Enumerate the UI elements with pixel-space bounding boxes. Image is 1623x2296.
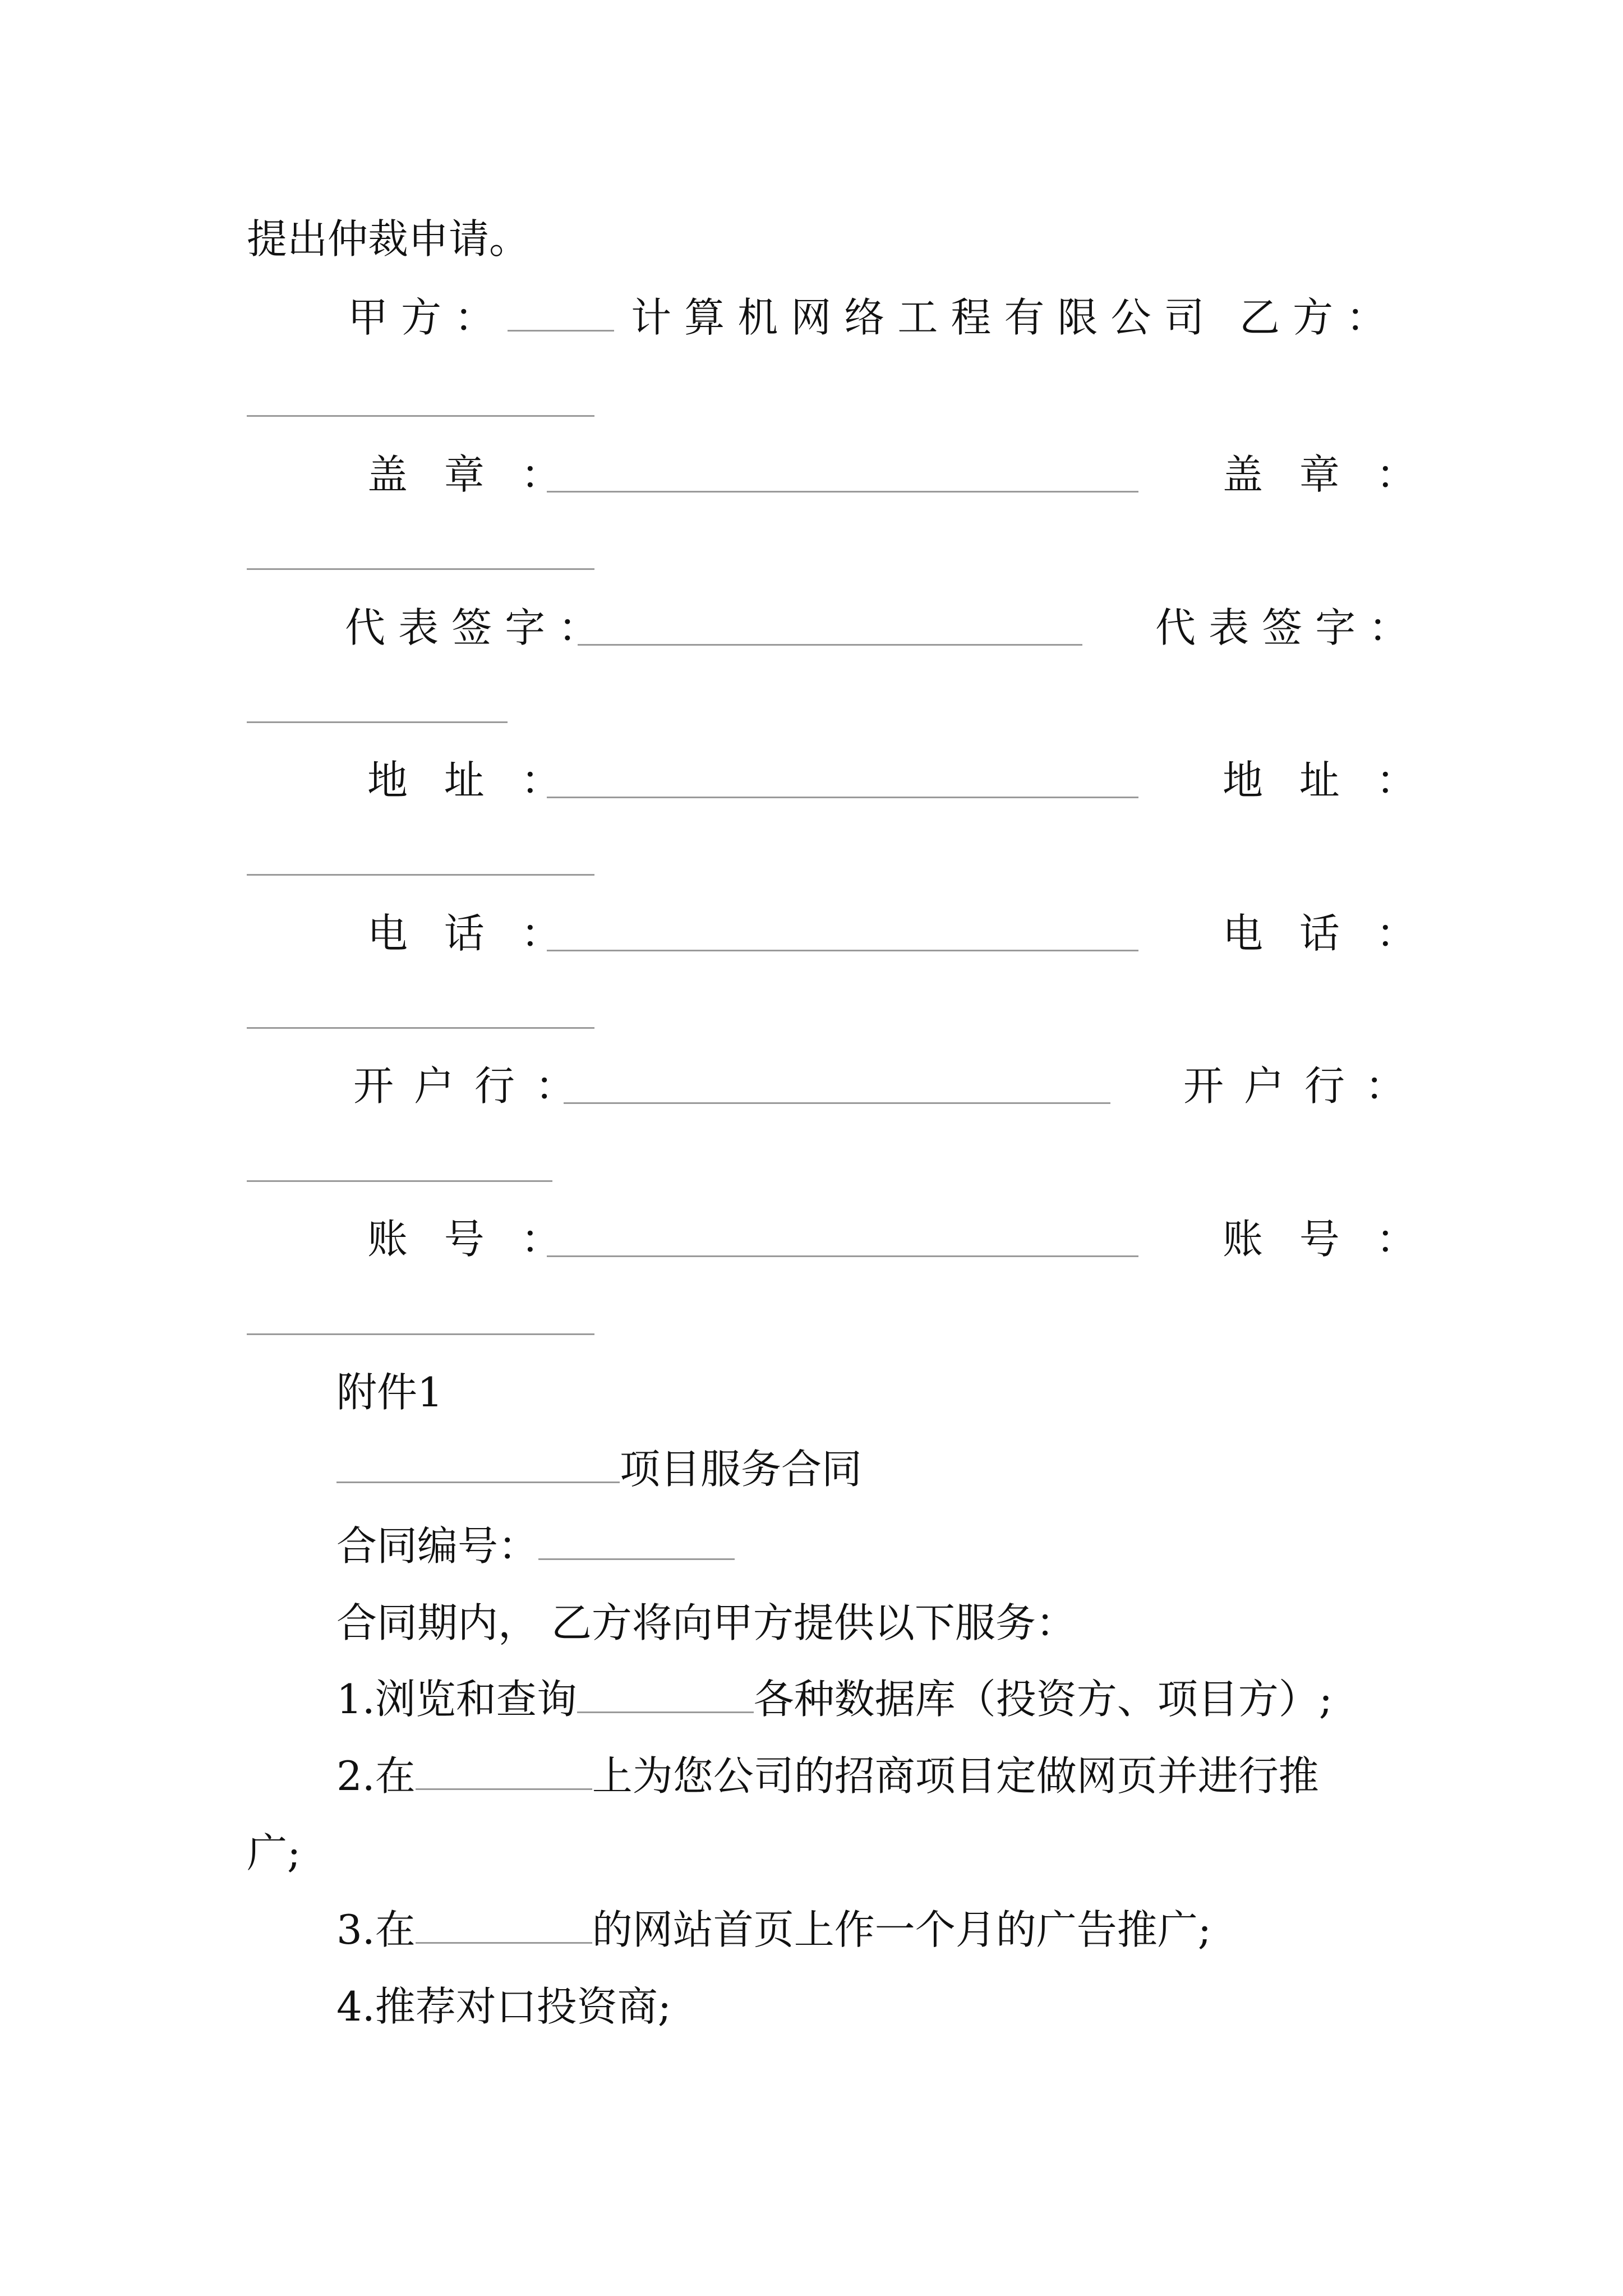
- bank-blank-b: [247, 1180, 552, 1182]
- service-item-2-wrap: 广;: [247, 1829, 301, 1876]
- bank-label-a: 开户行：: [353, 1062, 596, 1110]
- contract-no-label: 合同编号：: [336, 1522, 539, 1570]
- signature-label-b: 代表签字：: [1155, 604, 1422, 651]
- service-item-4: 4.推荐对口投资商;: [336, 1983, 671, 2030]
- phone-label-b: 电话：: [1223, 910, 1453, 957]
- bank-label-b: 开户行：: [1183, 1062, 1426, 1110]
- phone-label-a: 电话：: [367, 910, 598, 957]
- contract-title: 项目服务合同: [620, 1446, 863, 1493]
- seal-label-a: 盖章：: [367, 451, 598, 498]
- party-b-blank: [247, 415, 594, 417]
- account-blank-a: [547, 1255, 1138, 1257]
- party-b-label: 乙方：: [1239, 294, 1400, 341]
- service-item-1-prefix: 1.浏览和查询: [336, 1676, 577, 1723]
- service-item-2-blank: [416, 1788, 592, 1790]
- service-item-1: [336, 1676, 1332, 1723]
- account-blank-b: [247, 1333, 594, 1335]
- service-item-1-blank: [577, 1711, 754, 1713]
- bank-blank-a: [564, 1102, 1110, 1104]
- contract-no-row: [336, 1522, 735, 1570]
- service-item-3: [336, 1906, 1211, 1953]
- signature-blank-a: [578, 644, 1082, 646]
- party-a-name: 计算机网络工程有限公司: [631, 294, 1218, 341]
- service-item-2-prefix: 2.在: [336, 1752, 416, 1800]
- seal-blank-b: [247, 568, 594, 570]
- service-item-2-suffix: 上为您公司的招商项目定做网页并进行推: [592, 1752, 1319, 1800]
- service-item-1-suffix: 各种数据库（投资方、项目方）;: [753, 1676, 1332, 1723]
- address-label-b: 地址：: [1223, 757, 1453, 804]
- service-item-3-blank: [416, 1942, 592, 1944]
- contract-no-blank: [538, 1558, 735, 1560]
- contract-name-blank: [336, 1481, 620, 1483]
- seal-label-b: 盖章：: [1223, 451, 1453, 498]
- party-a-blank: [508, 330, 614, 332]
- address-label-a: 地址：: [367, 757, 598, 804]
- address-blank-a: [547, 797, 1138, 798]
- arbitration-line: 提出仲裁申请。: [247, 215, 530, 263]
- service-item-3-prefix: 3.在: [336, 1906, 416, 1953]
- phone-blank-a: [547, 950, 1138, 951]
- contract-title-row: [336, 1446, 863, 1493]
- party-a-label: 甲方：: [348, 294, 508, 341]
- address-blank-b: [247, 874, 594, 876]
- account-label-b: 账号：: [1223, 1216, 1453, 1263]
- services-intro: 合同期内， 乙方将向甲方提供以下服务：: [336, 1599, 1076, 1646]
- attachment-title: 附件1: [336, 1369, 443, 1416]
- phone-blank-b: [247, 1027, 594, 1029]
- signature-blank-b: [247, 721, 508, 723]
- account-label-a: 账号：: [367, 1216, 598, 1263]
- service-item-3-suffix: 的网站首页上作一个月的广告推广;: [592, 1906, 1211, 1953]
- service-item-2: [336, 1752, 1319, 1800]
- seal-blank-a: [547, 491, 1138, 493]
- party-a-row: [348, 294, 1218, 341]
- signature-label-a: 代表签字：: [345, 604, 612, 651]
